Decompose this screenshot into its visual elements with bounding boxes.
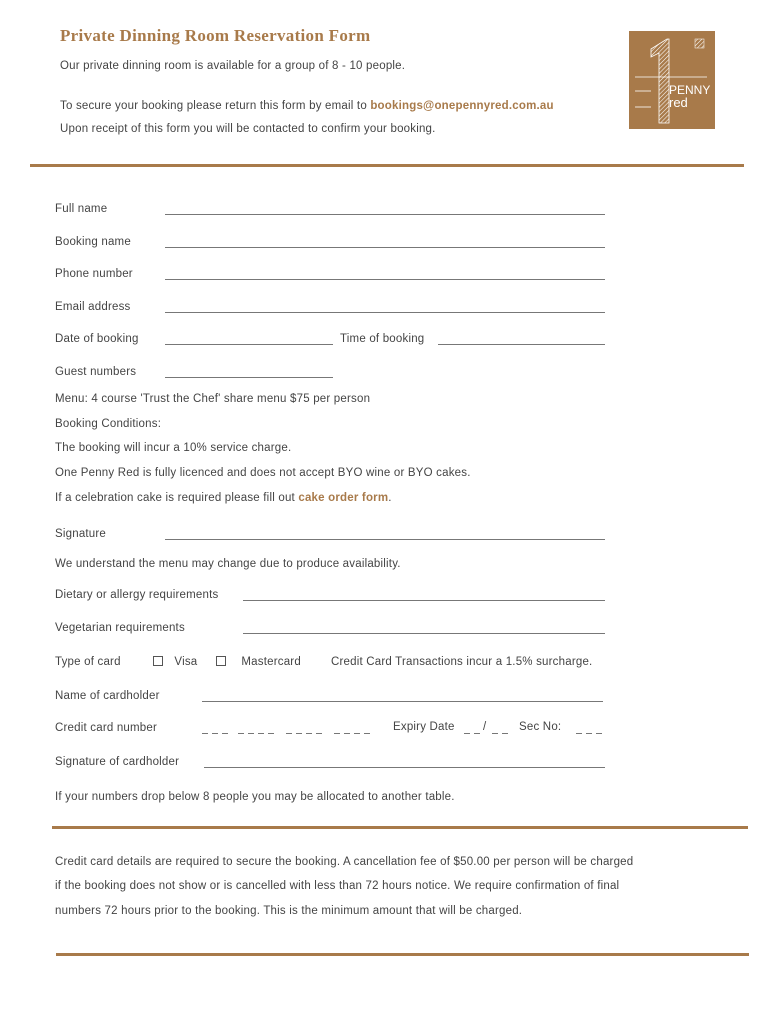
guests-label: Guest numbers (55, 366, 137, 378)
footer-line-3: numbers 72 hours prior to the booking. This is the minimum amount that will be charged. (55, 905, 523, 917)
page-title: Private Dinning Room Reservation Form (60, 26, 371, 45)
vegetarian-label: Vegetarian requirements (55, 622, 185, 634)
email-link[interactable]: bookings@onepennyred.com.au (370, 100, 554, 112)
mastercard-label: Mastercard (241, 656, 301, 668)
sec-label: Sec No: (519, 721, 562, 733)
logo-graphic (629, 31, 715, 129)
email-label: Email address (55, 301, 131, 313)
card-type-label: Type of card (55, 656, 121, 668)
time-label: Time of booking (340, 333, 425, 345)
mastercard-checkbox[interactable] (216, 656, 226, 666)
numbers-note: If your numbers drop below 8 people you may be allocated to another table. (55, 791, 455, 803)
signature-label: Signature (55, 528, 107, 540)
vegetarian-field[interactable] (243, 633, 605, 634)
email-prefix: To secure your booking please return this form by email to (60, 100, 367, 112)
expiry-label: Expiry Date (393, 721, 455, 733)
intro-text: Our private dinning room is available for a group of 8 - 10 people. (60, 60, 406, 72)
full-name-field[interactable] (165, 214, 605, 215)
footer-line-1: Credit card details are required to secure the booking. A cancellation fee of $50.00 per person will be charged (55, 856, 634, 868)
dietary-label: Dietary or allergy requirements (55, 589, 219, 601)
header-divider (30, 164, 744, 167)
cake-order-link[interactable]: cake order form (298, 492, 389, 504)
booking-name-field[interactable] (165, 247, 605, 248)
visa-checkbox[interactable] (153, 656, 163, 666)
cake-text (55, 492, 392, 504)
signature-field[interactable] (165, 539, 605, 540)
footer-divider (56, 953, 749, 956)
card-signature-label: Signature of cardholder (55, 756, 180, 768)
full-name-label: Full name (55, 203, 108, 215)
logo-word-red: red (669, 95, 688, 110)
guests-field[interactable] (165, 377, 333, 378)
email-instruction (60, 100, 554, 112)
surcharge-note: Credit Card Transactions incur a 1.5% surcharge. (331, 656, 593, 668)
payment-divider (52, 826, 748, 829)
logo-word-penny: PENNY (669, 83, 711, 97)
email-field[interactable] (165, 312, 605, 313)
visa-label: Visa (174, 656, 198, 668)
cardholder-field[interactable] (202, 701, 603, 702)
menu-change-note: We understand the menu may change due to produce availability. (55, 558, 401, 570)
date-field[interactable] (165, 344, 333, 345)
date-label: Date of booking (55, 333, 139, 345)
phone-field[interactable] (165, 279, 605, 280)
expiry-separator: / (483, 721, 487, 733)
footer-line-2: if the booking does not show or is cancelled with less than 72 hours notice. We require confirmation of final (55, 880, 620, 892)
phone-label: Phone number (55, 268, 133, 280)
one-penny-red-logo (629, 31, 715, 129)
licence-text: One Penny Red is fully licenced and does not accept BYO wine or BYO cakes. (55, 467, 471, 479)
cake-suffix: . (388, 492, 392, 504)
card-number-label: Credit card number (55, 722, 158, 734)
mastercard-option[interactable] (216, 656, 301, 668)
time-field[interactable] (438, 344, 605, 345)
menu-text: Menu: 4 course 'Trust the Chef' share menu $75 per person (55, 393, 371, 405)
receipt-note: Upon receipt of this form you will be contacted to confirm your booking. (60, 123, 436, 135)
conditions-heading: Booking Conditions: (55, 418, 162, 430)
card-signature-field[interactable] (204, 767, 605, 768)
visa-option[interactable] (153, 656, 197, 668)
cake-prefix: If a celebration cake is required please fill out (55, 492, 295, 504)
booking-name-label: Booking name (55, 236, 131, 248)
dietary-field[interactable] (243, 600, 605, 601)
service-charge-text: The booking will incur a 10% service charge. (55, 442, 292, 454)
cardholder-label: Name of cardholder (55, 690, 160, 702)
